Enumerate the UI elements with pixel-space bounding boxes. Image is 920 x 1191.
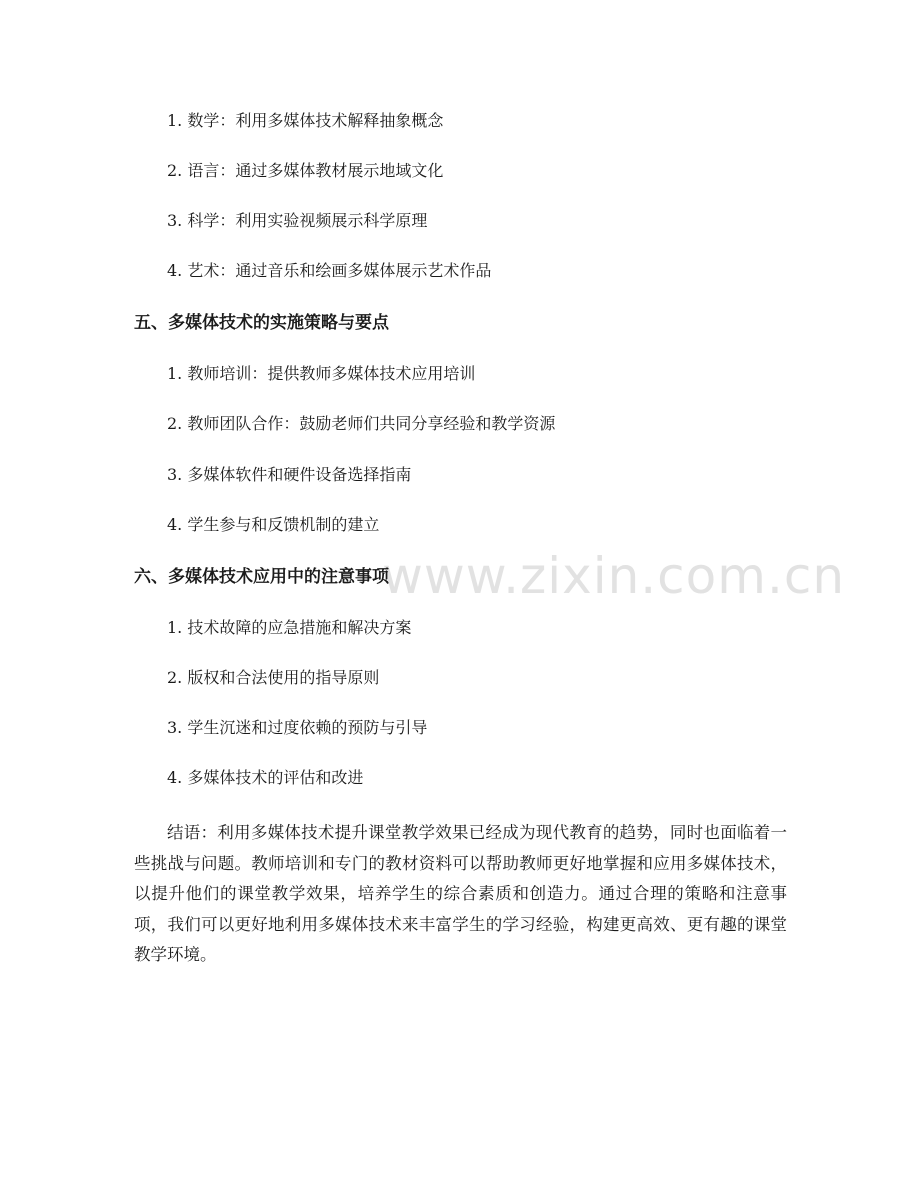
conclusion-paragraph: 结语：利用多媒体技术提升课堂教学效果已经成为现代教育的趋势，同时也面临着一些挑战与问题。教师培训和专门的教材资料可以帮助教师更好地掌握和应用多媒体技术，以提升他们的课堂教学效果，培养学生的综合素质和创造力。通过合理的策略和注意事项，我们可以更好地利用多媒体技术来丰富学生的学习经验，构建更高效、更有趣的课堂教学环境。 — [134, 823, 787, 964]
section-heading-six: 六、多媒体技术应用中的注意事项 — [134, 567, 389, 587]
watermark: www.zixin.com.cn — [382, 547, 846, 605]
list-item-teacher-training: 1. 教师培训：提供教师多媒体技术应用培训 — [167, 364, 476, 383]
list-item-tech-failure: 1. 技术故障的应急措施和解决方案 — [167, 618, 412, 637]
list-item-feedback-mechanism: 4. 学生参与和反馈机制的建立 — [167, 515, 380, 534]
list-item-language: 2. 语言：通过多媒体教材展示地域文化 — [167, 161, 444, 180]
list-item-equipment-guide: 3. 多媒体软件和硬件设备选择指南 — [167, 465, 412, 484]
list-item-copyright: 2. 版权和合法使用的指导原则 — [167, 668, 380, 687]
section-heading-five: 五、多媒体技术的实施策略与要点 — [134, 313, 389, 333]
list-item-addiction-prevention: 3. 学生沉迷和过度依赖的预防与引导 — [167, 718, 428, 737]
list-item-evaluation: 4. 多媒体技术的评估和改进 — [167, 768, 364, 787]
list-item-math: 1. 数学：利用多媒体技术解释抽象概念 — [167, 111, 444, 130]
list-item-art: 4. 艺术：通过音乐和绘画多媒体展示艺术作品 — [167, 261, 492, 280]
list-item-team-collaboration: 2. 教师团队合作：鼓励老师们共同分享经验和教学资源 — [167, 414, 556, 433]
list-item-science: 3. 科学：利用实验视频展示科学原理 — [167, 211, 428, 230]
